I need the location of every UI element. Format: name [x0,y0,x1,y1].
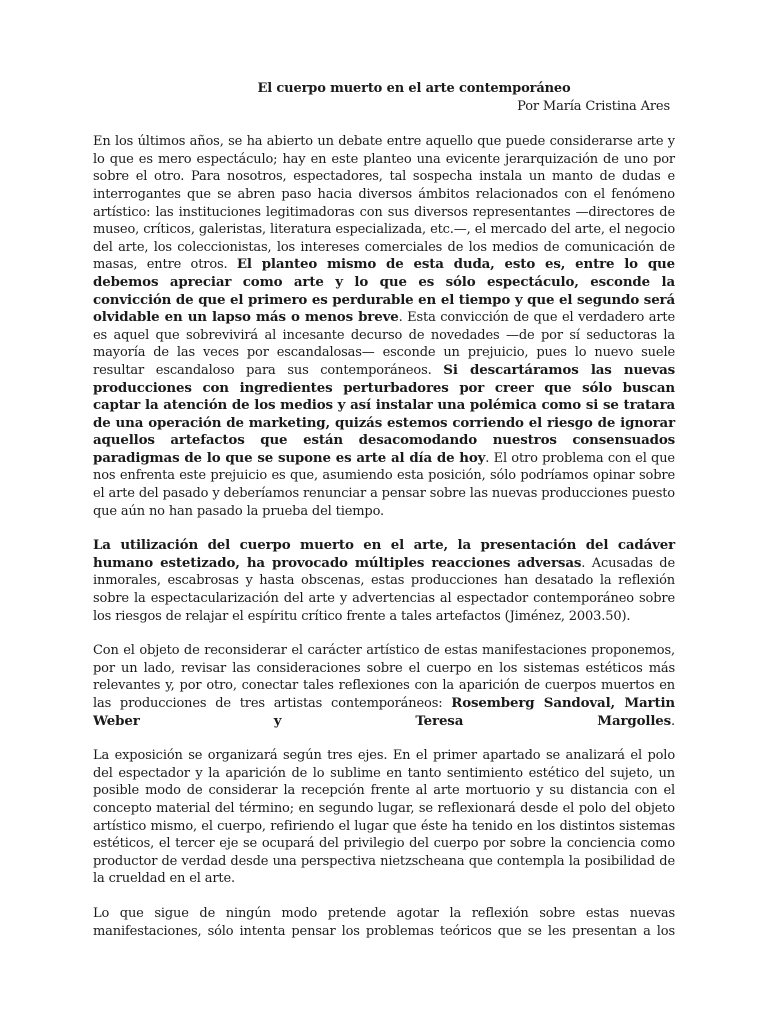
paragraph-text: Con el objeto de reconsiderar el carácter artístico de estas manifestaciones proponemos, por un lado, revisar las consideraciones sobre el cuerpo en los sistemas estéticos más relevantes y, por otro, conectar tales reflexiones con la aparición de cuerpos muertos en las producciones de tres artistas contemporáneos: [93,643,675,711]
paragraph-text: . [671,713,675,729]
paragraph-emphasis: La utilización del cuerpo muerto en el arte, la presentación del cadáver humano estetizado, ha provocado múltiples reacciones adversas [93,537,675,571]
paragraph-text: Lo que sigue de ningún modo pretende agotar la reflexión sobre estas nuevas manifestaciones, sólo intenta pensar los problemas teóricos que se les presentan a los [93,905,675,939]
paragraph-emphasis: El planteo mismo de esta duda, esto es, entre lo que debemos apreciar como arte y lo que es sólo espectáculo, esconde la convicción de que el primero es perdurable en el tiempo y que el segundo será olvidable en un lapso más o menos breve [93,256,675,326]
paragraph-emphasis: Si descartáramos las nuevas producciones con ingredientes perturbadores por creer que sólo buscan captar la atención de los medios y así instalar una polémica como si se tratara de una operación de marketing, quizás estemos corriendo el riesgo de ignorar aquellos artefactos que están desacomodando nuestros consensuados paradigmas de lo que se supone es arte al día de hoy [93,361,675,466]
paragraph-4 [93,747,675,888]
paragraph-text: . El otro problema con el que nos enfrenta este prejuicio es que, asumiendo esta posición, sólo podríamos opinar sobre el arte del pasado y deberíamos renunciar a pensar sobre las nuevas producciones puesto que aún no han pasado la prueba del tiempo. [93,450,675,519]
paragraph-text: En los últimos años, se ha abierto un debate entre aquello que puede considerarse arte y lo que es mero espectáculo; hay en este planteo una evicente jerarquización de uno por sobre el otro. Para nosotros, espectadores, tal sospecha instala un manto de dudas e interrogantes que se abren paso hacia diversos ámbitos relacionados con el fenómeno artístico: las instituciones legitimadoras con sus diversos representantes —directores de museo, críticos, galeristas, literatura especializada, etc.—, el mercado del arte, el negocio del arte, los coleccionistas, los intereses comerciales de los medios de comunicación de masas, entre otros. [93,134,675,273]
document-author: Por María Cristina Ares [517,98,670,114]
paragraph-text: . Acusadas de inmorales, escabrosas y hasta obscenas, estas producciones han desatado la reflexión sobre la espectacularización del arte y advertencias al espectador contemporáneo sobre los riesgos de relajar el espíritu crítico frente a tales artefactos (Jiménez, 2003.50). [93,555,676,624]
paragraph-text: La exposición se organizará según tres ejes. En el primer apartado se analizará el polo del espectador y la aparición de lo sublime en tanto sentimiento estético del sujeto, un posible modo de considerar la recepción frente al arte mortuorio y su distancia con el concepto material del término; en segundo lugar, se reflexionará desde el polo del objeto artístico mismo, el cuerpo, refiriendo el lugar que éste ha tenido en los distintos sistemas estéticos, el tercer eje se ocupará del privilegio del cuerpo por sobre la conciencia como productor de verdad desde una perspectiva nietzscheana que contempla la posibilidad de la crueldad en el arte. [93,748,675,887]
paragraph-text: . Esta convicción de que el verdadero arte es aquel que sobrevivirá al incesante decurso de novedades —de por sí seductoras la mayoría de las veces por escandalosas— esconde un prejuicio, pues lo nuevo suele resultar escandaloso para sus contemporáneos. [93,310,676,378]
paragraph-3 [93,642,675,730]
paragraph-emphasis: Rosemberg Sandoval, Martin Weber y Teresa Margolles [93,695,675,729]
paragraph-5 [93,905,675,940]
paragraph-2 [93,537,675,625]
document-title: El cuerpo muerto en el arte contemporáneo [257,81,571,96]
document-page [93,80,675,940]
paragraph-1 [93,133,675,520]
